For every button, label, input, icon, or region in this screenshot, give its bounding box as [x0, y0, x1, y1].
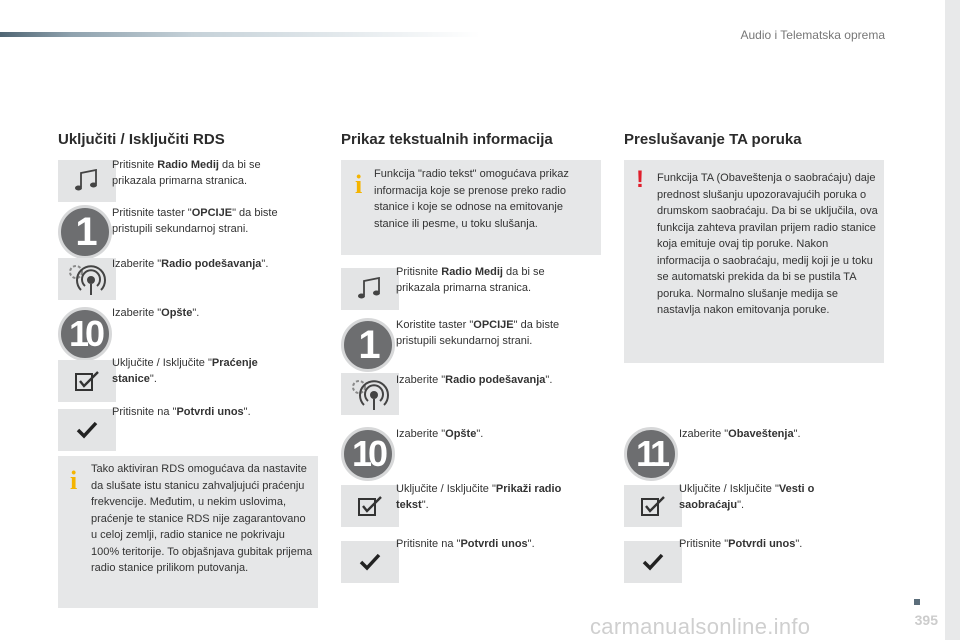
checkbox-icon: [58, 360, 116, 402]
page-marker: [914, 599, 920, 605]
checkbox-icon: [341, 485, 399, 527]
ta-warning-text: Funkcija TA (Obaveštenja o saobraćaju) daje prednost slušanju upozoravajućih poruka o drumskom saobraćaju. Da bi se uključila, ova funkcija zahteva pravilan prijem radio stanice koja emituje ovaj tip poruke. Nakon informacija o saobraćaju, medij koji je u toku se automatski prekida da bi se pustila TA poruka. Normalno slušanje medija se nastavlja nakon emitovanja poruke.: [657, 172, 878, 316]
header-bar: [0, 32, 480, 37]
step-number-1: 1: [58, 205, 112, 259]
ta-step-2: Uključite / Isključite "Vesti o saobraćaju".: [679, 483, 815, 511]
radio-settings-icon: [341, 373, 399, 415]
warning-icon: !: [636, 166, 644, 193]
rds-step-2: Pritisnite taster "OPCIJE" da biste pristupili sekundarnoj strani.: [112, 207, 278, 235]
checkmark-icon: [341, 541, 399, 583]
step-number-10: 10: [341, 427, 395, 481]
text-step-2: Koristite taster "OPCIJE" da biste pristupili sekundarnoj strani.: [396, 319, 560, 347]
step-number-1: 1: [341, 318, 395, 372]
radio-settings-icon: [58, 258, 116, 300]
rds-step-4: Izaberite "Opšte".: [112, 307, 200, 319]
music-note-icon: [58, 160, 116, 202]
rds-info-text: Tako aktiviran RDS omogućava da nastavite da slušate istu stanicu zahvaljujući praćenju frekvencije. Međutim, u nekim uslovima, praćenje te stanice RDS nije zagarantovano u celoj zemlji, radio stanice ne pokrivaju 100% teritorije. To objašnjava gubitak prijema radio stanice prilikom putovanja.: [91, 463, 313, 574]
section-title-ta: Preslušavanje TA poruka: [624, 131, 802, 148]
rds-step-6: Pritisnite na "Potvrdi unos".: [112, 406, 251, 418]
watermark: carmanualsonline.info: [590, 614, 811, 639]
info-icon: i: [355, 170, 363, 199]
text-info-text: Funkcija "radio tekst" omogućava prikaz informacija koje se prenose preko radio stanice i koje se odnose na emitovanje stanice ili pesme, u toku slušanja.: [374, 168, 569, 230]
section-title-rds: Uključiti / Isključiti RDS: [58, 131, 225, 148]
rds-step-3: Izaberite "Radio podešavanja".: [112, 258, 269, 270]
page-number: 395: [914, 612, 938, 628]
step-number-10: 10: [58, 307, 112, 361]
rds-step-1: Pritisnite Radio Medij da bi se prikazala primarna stranica.: [112, 159, 261, 187]
section-title-text-info: Prikaz tekstualnih informacija: [341, 131, 553, 148]
text-step-6: Pritisnite na "Potvrdi unos".: [396, 538, 535, 550]
ta-step-1: Izaberite "Obaveštenja".: [679, 428, 801, 440]
text-step-1: Pritisnite Radio Medij da bi se prikazala primarna stranica.: [396, 266, 545, 294]
checkbox-icon: [624, 485, 682, 527]
rds-step-5: Uključite / Isključite "Praćenje stanice".: [112, 357, 258, 385]
text-step-4: Izaberite "Opšte".: [396, 428, 484, 440]
text-step-3: Izaberite "Radio podešavanja".: [396, 374, 553, 386]
info-icon: i: [70, 466, 78, 495]
music-note-icon: [341, 268, 399, 310]
step-number-11: 11: [624, 427, 678, 481]
text-step-5: Uključite / Isključite "Prikaži radio tekst".: [396, 483, 562, 511]
checkmark-icon: [624, 541, 682, 583]
checkmark-icon: [58, 409, 116, 451]
chapter-title: Audio i Telematska oprema: [740, 28, 885, 42]
page-edge-strip: [945, 0, 960, 640]
ta-step-3: Pritisnite "Potvrdi unos".: [679, 538, 803, 550]
